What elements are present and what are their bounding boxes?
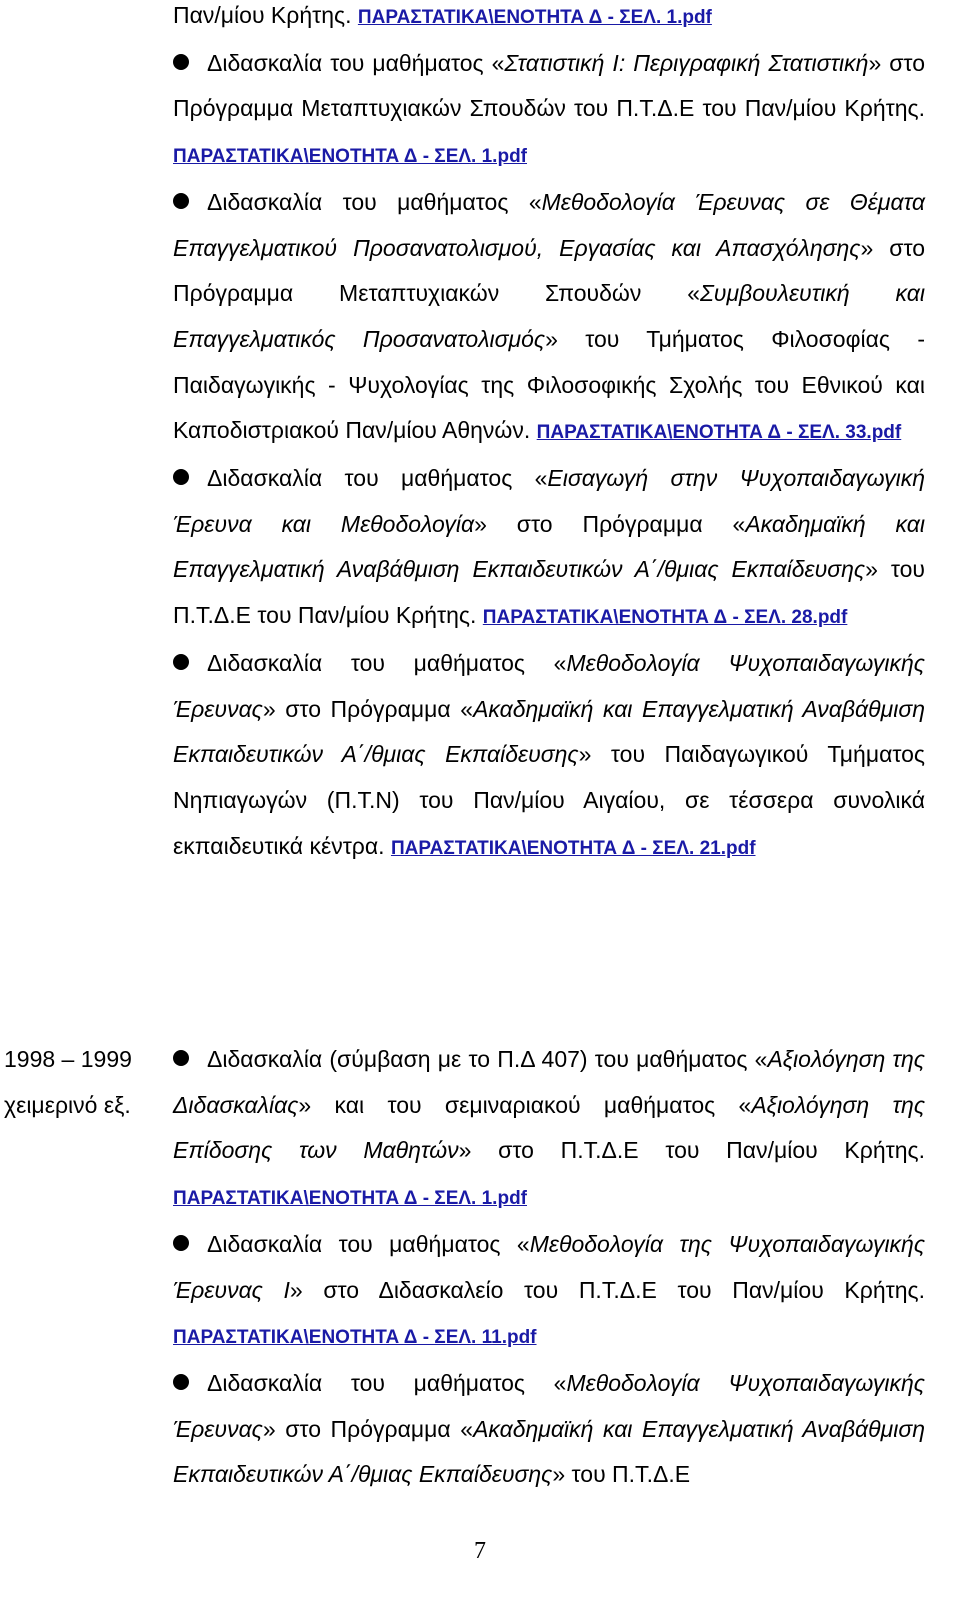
entry-text: » του Π.Τ.Δ.Ε του Παν/μίου Κρήτης.: [173, 556, 925, 629]
entry-text: » του Π.Τ.Δ.Ε: [552, 1461, 691, 1488]
entry-text: Διδασκαλία του μαθήματος «: [207, 1230, 530, 1257]
entry-text: » του Παιδαγωγικού Τμήματος Νηπιαγωγών (Π.Τ.Ν) του Παν/μίου Αιγαίου, σε τέσσερα συνολικά εκπαιδευτικά κέντρα.: [173, 741, 926, 859]
date-column: [4, 1037, 154, 1128]
entry-text: Διδασκαλία του μαθήματος «: [207, 49, 505, 76]
course-title: Μεθοδολογία Έρευνας σε Θέματα Επαγγελματικού Προσανατολισμού, Εργασίας και Απασχόλησης: [173, 188, 925, 261]
entry-methodology-program: [173, 1361, 925, 1498]
program-title: Ακαδημαϊκή και Επαγγελματική Αναβάθμιση Εκπαιδευτικών Α΄/θμιας Εκπαίδευσης: [173, 695, 925, 768]
entry-research-methodology: [173, 180, 925, 456]
entry-text: Παν/μίου Κρήτης.: [173, 2, 358, 28]
entry-intro-research: [173, 456, 925, 641]
document-link[interactable]: ΠΑΡΑΣΤΑΤΙΚΑ\ΕΝΟΤΗΤΑ Δ - ΣΕΛ. 11.pdf: [173, 1327, 537, 1349]
date-range: 1998 – 1999: [4, 1046, 132, 1072]
course-title: Μεθοδολογία Ψυχοπαιδαγωγικής Έρευνας: [173, 1369, 925, 1442]
entry-text: » και του σεμιναριακού μαθήματος «: [298, 1091, 752, 1118]
document-link[interactable]: ΠΑΡΑΣΤΑΤΙΚΑ\ΕΝΟΤΗΤΑ Δ - ΣΕΛ. 1.pdf: [357, 7, 712, 28]
section-continued: [173, 0, 925, 871]
section-1998-1999: [173, 1037, 925, 1498]
entry-text: » στο Διδασκαλείο του Π.Τ.Δ.Ε του Παν/μίου Κρήτης.: [289, 1276, 925, 1303]
entry-methodology-research-i: [173, 1222, 925, 1361]
program-title: Ακαδημαϊκή και Επαγγελματική Αναβάθμιση Εκπαιδευτικών Α΄/θμιας Εκπαίδευσης: [173, 1415, 925, 1488]
document-link[interactable]: ΠΑΡΑΣΤΑΤΙΚΑ\ΕΝΟΤΗΤΑ Δ - ΣΕΛ. 1.pdf: [173, 146, 527, 168]
course-title: Αξιολόγηση της Διδασκαλίας: [173, 1046, 925, 1118]
course-title: Αξιολόγηση της Επίδοσης των Μαθητών: [173, 1091, 925, 1164]
semester-label: χειμερινό εξ.: [4, 1091, 131, 1118]
course-title: Στατιστική Ι: Περιγραφική Στατιστική: [504, 49, 869, 76]
document-link[interactable]: ΠΑΡΑΣΤΑΤΙΚΑ\ΕΝΟΤΗΤΑ Δ - ΣΕΛ. 21.pdf: [390, 837, 756, 859]
program-title: Ακαδημαϊκή και Επαγγελματική Αναβάθμιση Εκπαιδευτικών Α΄/θμιας Εκπαίδευσης: [173, 510, 925, 583]
course-title: Εισαγωγή στην Ψυχοπαιδαγωγική Έρευνα και Μεθοδολογία: [173, 465, 925, 537]
entry-text: Διδασκαλία του μαθήματος «: [207, 188, 542, 215]
entry-text: » στο Πρόγραμμα Μεταπτυχιακών Σπουδών του Π.Τ.Δ.Ε του Παν/μίου Κρήτης.: [173, 49, 925, 122]
entry-text: » στο Πρόγραμμα «: [262, 695, 474, 722]
document-link[interactable]: ΠΑΡΑΣΤΑΤΙΚΑ\ΕΝΟΤΗΤΑ Δ - ΣΕΛ. 33.pdf: [536, 422, 902, 444]
entry-text: Διδασκαλία του μαθήματος «: [207, 1369, 567, 1396]
entry-text: Διδασκαλία του μαθήματος «: [207, 465, 548, 492]
entry-text: Διδασκαλία του μαθήματος «: [207, 649, 567, 676]
document-link[interactable]: ΠΑΡΑΣΤΑΤΙΚΑ\ΕΝΟΤΗΤΑ Δ - ΣΕΛ. 1.pdf: [173, 1188, 527, 1210]
entry-text: Διδασκαλία (σύμβαση με το Π.Δ 407) του μαθήματος «: [207, 1046, 768, 1072]
entry-text: » στο Πρόγραμμα «: [474, 510, 746, 537]
entry-text: » στο Π.Τ.Δ.Ε του Παν/μίου Κρήτης.: [458, 1137, 925, 1164]
entry-psychopedagogical-research: [173, 641, 925, 872]
entry-continuation: [173, 0, 925, 41]
entry-text: » στο Πρόγραμμα «: [262, 1415, 474, 1442]
document-link[interactable]: ΠΑΡΑΣΤΑΤΙΚΑ\ΕΝΟΤΗΤΑ Δ - ΣΕΛ. 28.pdf: [482, 607, 848, 629]
entry-teaching-evaluation: [173, 1037, 925, 1222]
entry-text: » στο Πρόγραμμα Μεταπτυχιακών Σπουδών «: [173, 234, 925, 307]
entry-text: » του Τμήματος Φιλοσοφίας - Παιδαγωγικής - Ψυχολογίας της Φιλοσοφικής Σχολής του Εθνικού και Καποδιστριακού Παν/μίου Αθηνών.: [173, 325, 925, 444]
course-title: Μεθοδολογία Ψυχοπαιδαγωγικής Έρευνας: [173, 649, 925, 722]
entry-statistics: [173, 41, 925, 180]
program-title: Συμβουλευτική και Επαγγελματικός Προσανατολισμός: [173, 280, 925, 352]
course-title: Μεθοδολογία της Ψυχοπαιδαγωγικής Έρευνας Ι: [173, 1230, 926, 1303]
page-number: 7: [474, 1538, 486, 1564]
